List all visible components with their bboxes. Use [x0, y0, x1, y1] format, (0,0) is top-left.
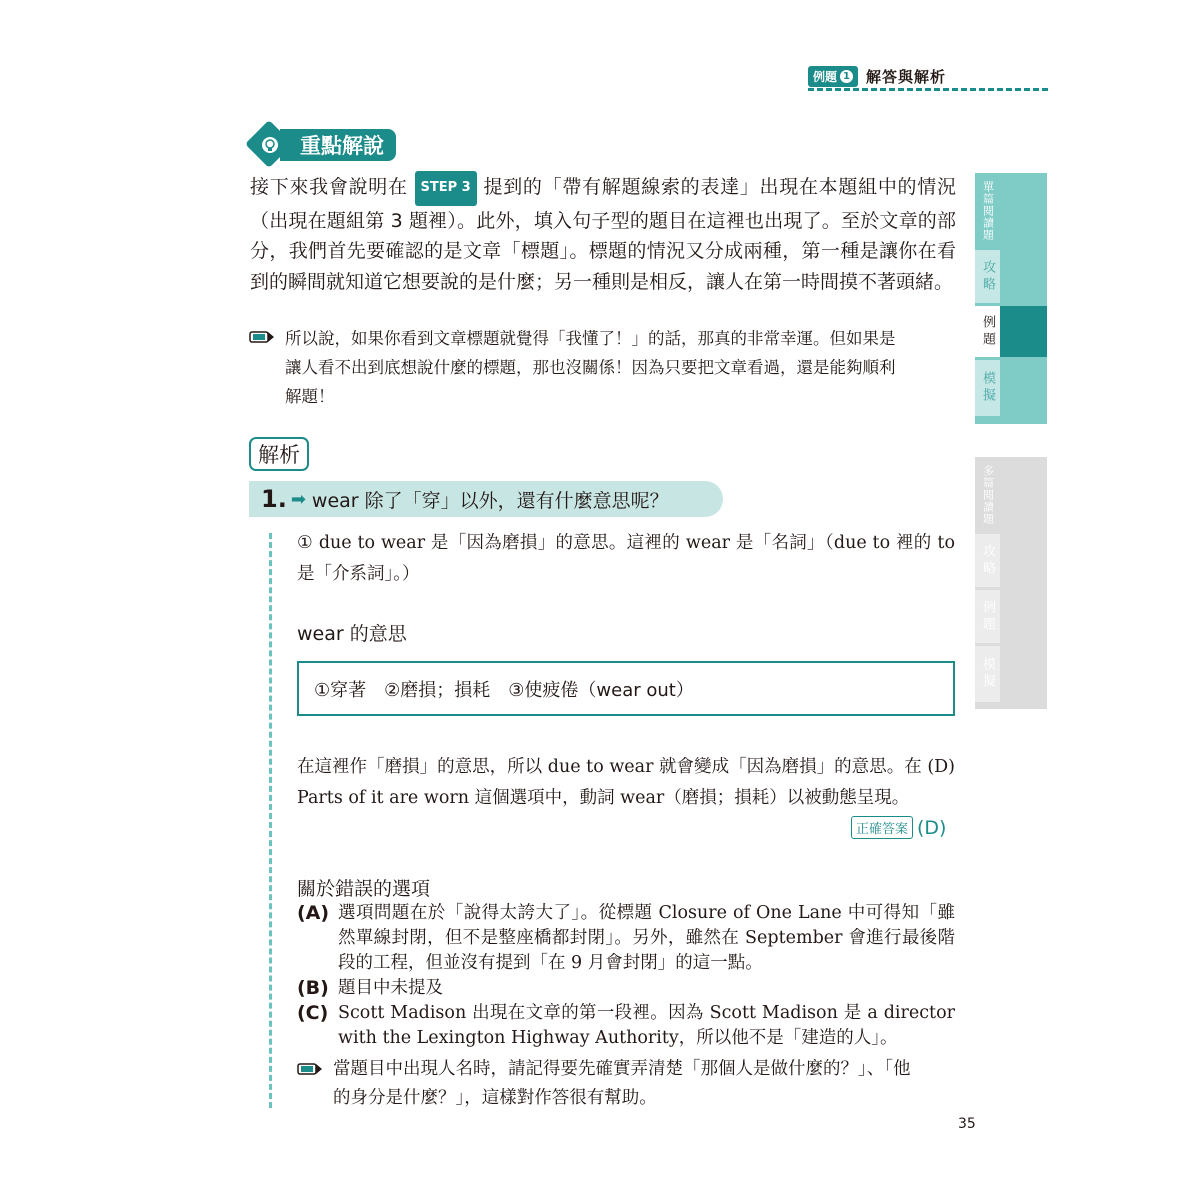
- example-badge-label: 例題: [813, 70, 838, 84]
- correct-answer-value: (D): [917, 816, 947, 839]
- explanation-text: 在這裡作「磨損」的意思，所以 due to wear 就會變成「因為磨損」的意思。在 (D) Parts of it are worn 這個選項中，動詞 wear（磨損；損耗）以被動態呈現。: [297, 757, 955, 808]
- example-badge: [808, 66, 858, 87]
- option-text: Scott Madison 出現在文章的第一段裡。因為 Scott Madison 是 a director with the Lexington Highway Authority，所以他不是「建造的人」。: [338, 1003, 955, 1048]
- question-text: wear 除了「穿」以外，還有什麼意思呢？: [311, 489, 669, 512]
- point-1-text: ① due to wear 是「因為磨損」的意思。這裡的 wear 是「名詞」（due to 裡的 to 是「介系詞」。）: [297, 533, 955, 584]
- tab-examples[interactable]: 例題: [975, 306, 1000, 357]
- wrong-options-title: 關於錯誤的選項: [297, 878, 431, 900]
- tab-simulation-2[interactable]: 模擬: [975, 646, 1000, 702]
- tip-note: 所以說，如果你看到文章標題就覺得「我懂了！」的話，那真的非常幸運。但如果是 讓人看不出到底想說什麼的標題，那也沒關係！因為只要把文章看過，還是能夠順利 解題！: [285, 329, 896, 406]
- option-text: 選項問題在於「說得太誇大了」。從標題 Closure of One Lane 中可得知「雖然單線封閉，但不是整座橋都封閉」。另外，雖然在 September 會進行最後階段的工程，但並沒有提到「在 9 月會封閉」的這一點。: [338, 903, 955, 973]
- tab-strategy-2[interactable]: 攻略: [975, 534, 1000, 587]
- analysis-label: 解析: [249, 437, 309, 471]
- tip-note-2: 當題目中出現人名時，請記得要先確實弄清楚「那個人是做什麼的？」、「他 的身分是什麼？」，這樣對作答很有幫助。: [333, 1059, 911, 1108]
- tab-simulation[interactable]: 模擬: [975, 360, 1000, 416]
- correct-answer-label: 正確答案: [851, 816, 913, 839]
- wear-meaning-title: wear 的意思: [297, 623, 407, 645]
- side-tabs-single: [975, 173, 1047, 424]
- section-header: [808, 66, 946, 87]
- step-badge: STEP 3: [415, 171, 477, 206]
- tab-single-reading[interactable]: 單篇閱讀題: [975, 173, 1000, 248]
- intro-paragraph: 接下來我會說明在 STEP 3 提到的「帶有解題線索的表達」出現在本題組中的情況（出現在題組第 3 題裡）。此外，填入句子型的題目在這裡也出現了。至於文章的部分，我們首先要確認的是文章「標題」。標題的情況又分成兩種，第一種是讓你在看到的瞬間就知道它想要說的是什麼；另一種則是相反，讓人在第一時間摸不著頭緒。: [250, 171, 956, 297]
- tab-examples-2[interactable]: 例題: [975, 590, 1000, 643]
- dashed-guide-line: [269, 533, 272, 1108]
- option-text: 題目中未提及: [338, 978, 443, 998]
- side-tabs-multi: [975, 457, 1047, 709]
- question-number: 1.: [261, 485, 287, 513]
- key-heading-label: 重點解說: [280, 129, 396, 161]
- option-key: (A): [297, 902, 330, 924]
- header-divider: [808, 88, 1048, 91]
- option-key: (C): [297, 1002, 329, 1024]
- wear-meaning-box: [297, 661, 955, 716]
- option-b: [297, 976, 955, 1001]
- page-number: 35: [958, 1116, 976, 1132]
- example-badge-number: 1: [840, 70, 853, 83]
- option-key: (B): [297, 977, 329, 999]
- correct-answer: [851, 816, 946, 839]
- pencil-icon: [297, 1063, 323, 1075]
- pencil-icon: [249, 331, 275, 343]
- question-heading: [249, 481, 723, 517]
- tab-multi-reading[interactable]: 多篇閱讀題: [975, 457, 1000, 532]
- section-title: 解答與解析: [866, 68, 947, 86]
- tab-strategy[interactable]: 攻略: [975, 250, 1000, 303]
- wear-meanings: ①穿著 ②磨損；損耗 ③使疲倦（wear out）: [314, 679, 694, 701]
- lightbulb-glyph-icon: [262, 137, 278, 153]
- option-a: [297, 901, 955, 976]
- arrow-right-icon: ➡: [290, 488, 306, 510]
- active-tab-marker: [1000, 306, 1047, 357]
- option-c: [297, 1001, 955, 1051]
